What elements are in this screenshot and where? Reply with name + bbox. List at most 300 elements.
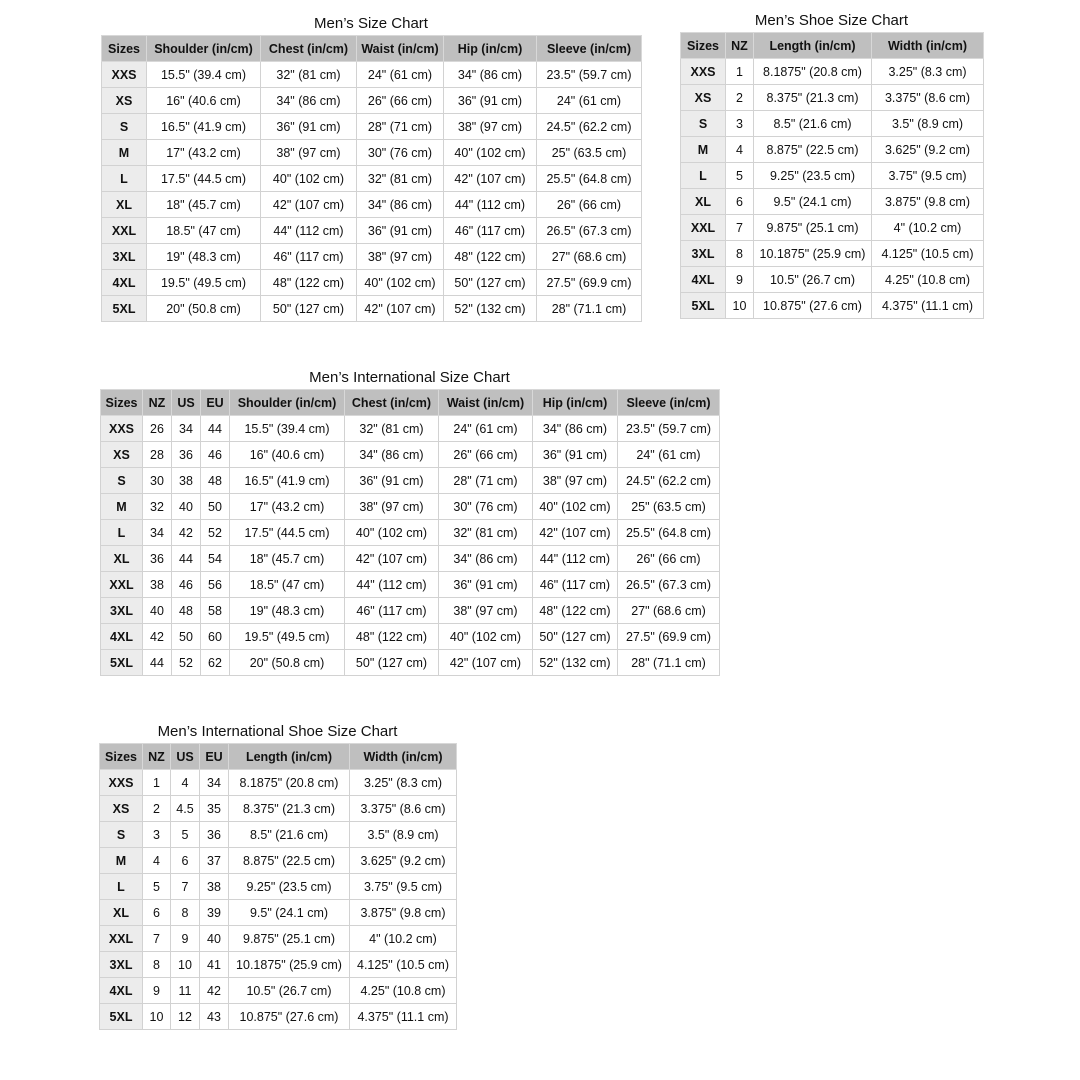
table-cell: 36 — [143, 546, 172, 572]
size-label-cell: 5XL — [100, 1004, 143, 1030]
table-row — [102, 62, 642, 88]
table-cell: 8.5" (21.6 cm) — [229, 822, 350, 848]
table-cell: 4 — [726, 137, 754, 163]
table-cell: 5 — [171, 822, 200, 848]
table-cell: 36" (91 cm) — [444, 88, 537, 114]
table-cell: 30" (76 cm) — [439, 494, 533, 520]
size-label-cell: XS — [101, 442, 143, 468]
column-header: Sizes — [101, 390, 143, 416]
column-header: NZ — [143, 744, 171, 770]
table-cell: 24.5" (62.2 cm) — [618, 468, 720, 494]
column-header: US — [172, 390, 201, 416]
table-cell: 8 — [171, 900, 200, 926]
table-cell: 58 — [201, 598, 230, 624]
table-cell: 34" (86 cm) — [533, 416, 618, 442]
size-label-cell: M — [681, 137, 726, 163]
table-cell: 34 — [143, 520, 172, 546]
table-cell: 19" (48.3 cm) — [230, 598, 345, 624]
size-label-cell: XL — [681, 189, 726, 215]
table-cell: 35 — [200, 796, 229, 822]
table-cell: 10.875" (27.6 cm) — [754, 293, 872, 319]
table-cell: 4.5 — [171, 796, 200, 822]
table-cell: 52 — [172, 650, 201, 676]
column-header: Length (in/cm) — [229, 744, 350, 770]
table-cell: 8 — [726, 241, 754, 267]
table-row — [681, 163, 984, 189]
size-label-cell: S — [681, 111, 726, 137]
table-cell: 3.25" (8.3 cm) — [872, 59, 984, 85]
table-cell: 32" (81 cm) — [439, 520, 533, 546]
column-header: Shoulder (in/cm) — [147, 36, 261, 62]
table-cell: 48" (122 cm) — [444, 244, 537, 270]
table-cell: 50" (127 cm) — [345, 650, 439, 676]
table-cell: 10.1875" (25.9 cm) — [754, 241, 872, 267]
table-cell: 18.5" (47 cm) — [230, 572, 345, 598]
table-cell: 46" (117 cm) — [345, 598, 439, 624]
size-label-cell: XS — [102, 88, 147, 114]
column-header: Sizes — [681, 33, 726, 59]
table-cell: 18" (45.7 cm) — [230, 546, 345, 572]
table-cell: 19" (48.3 cm) — [147, 244, 261, 270]
table-cell: 9.5" (24.1 cm) — [754, 189, 872, 215]
table-cell: 41 — [200, 952, 229, 978]
table-cell: 25" (63.5 cm) — [537, 140, 642, 166]
column-header: US — [171, 744, 200, 770]
size-label-cell: XXL — [102, 218, 147, 244]
table-cell: 4 — [143, 848, 171, 874]
column-header: Sleeve (in/cm) — [537, 36, 642, 62]
table-cell: 44 — [172, 546, 201, 572]
table-cell: 40 — [143, 598, 172, 624]
table-cell: 50" (127 cm) — [444, 270, 537, 296]
table-cell: 46" (117 cm) — [533, 572, 618, 598]
table-cell: 4.125" (10.5 cm) — [872, 241, 984, 267]
table-cell: 34" (86 cm) — [439, 546, 533, 572]
size-label-cell: 4XL — [101, 624, 143, 650]
table-cell: 44" (112 cm) — [444, 192, 537, 218]
table-cell: 17.5" (44.5 cm) — [147, 166, 261, 192]
table-cell: 32" (81 cm) — [261, 62, 357, 88]
table-row — [101, 598, 720, 624]
table-cell: 48" (122 cm) — [345, 624, 439, 650]
table-cell: 27.5" (69.9 cm) — [537, 270, 642, 296]
table-cell: 48 — [201, 468, 230, 494]
table-cell: 26" (66 cm) — [537, 192, 642, 218]
table-row — [101, 650, 720, 676]
intl-shoe-chart-block — [99, 721, 457, 1030]
size-label-cell: 5XL — [102, 296, 147, 322]
table-row — [100, 822, 457, 848]
table-cell: 32 — [143, 494, 172, 520]
column-header: NZ — [726, 33, 754, 59]
column-header: Sizes — [100, 744, 143, 770]
table-cell: 9 — [171, 926, 200, 952]
table-row — [100, 874, 457, 900]
table-row — [101, 572, 720, 598]
size-label-cell: L — [681, 163, 726, 189]
column-header: Hip (in/cm) — [533, 390, 618, 416]
size-label-cell: 3XL — [101, 598, 143, 624]
column-header: Hip (in/cm) — [444, 36, 537, 62]
table-cell: 50 — [201, 494, 230, 520]
table-row — [681, 59, 984, 85]
table-cell: 10 — [143, 1004, 171, 1030]
column-header: Width (in/cm) — [872, 33, 984, 59]
table-cell: 44 — [143, 650, 172, 676]
table-cell: 17" (43.2 cm) — [230, 494, 345, 520]
table-cell: 3 — [143, 822, 171, 848]
table-cell: 40" (102 cm) — [261, 166, 357, 192]
table-cell: 16.5" (41.9 cm) — [147, 114, 261, 140]
table-cell: 50 — [172, 624, 201, 650]
table-cell: 3.5" (8.9 cm) — [872, 111, 984, 137]
shoe-chart-title: Men’s Shoe Size Chart — [754, 12, 909, 29]
table-cell: 36" (91 cm) — [357, 218, 444, 244]
table-cell: 3.625" (9.2 cm) — [350, 848, 457, 874]
table-cell: 9.875" (25.1 cm) — [229, 926, 350, 952]
table-cell: 18.5" (47 cm) — [147, 218, 261, 244]
table-cell: 27" (68.6 cm) — [537, 244, 642, 270]
table-cell: 38" (97 cm) — [533, 468, 618, 494]
column-header: Width (in/cm) — [350, 744, 457, 770]
intl-size-chart-block — [100, 367, 720, 676]
table-cell: 28" (71.1 cm) — [618, 650, 720, 676]
table-row — [102, 244, 642, 270]
table-cell: 4.375" (11.1 cm) — [872, 293, 984, 319]
table-row — [101, 416, 720, 442]
table-cell: 24" (61 cm) — [439, 416, 533, 442]
column-header: Chest (in/cm) — [345, 390, 439, 416]
table-row — [681, 267, 984, 293]
table-cell: 40 — [200, 926, 229, 952]
size-label-cell: 5XL — [681, 293, 726, 319]
table-cell: 4.25" (10.8 cm) — [872, 267, 984, 293]
table-cell: 56 — [201, 572, 230, 598]
size-label-cell: 3XL — [102, 244, 147, 270]
size-label-cell: S — [102, 114, 147, 140]
table-cell: 19.5" (49.5 cm) — [230, 624, 345, 650]
table-row — [101, 624, 720, 650]
table-cell: 44" (112 cm) — [261, 218, 357, 244]
table-cell: 8.875" (22.5 cm) — [229, 848, 350, 874]
table-cell: 10 — [726, 293, 754, 319]
table-row — [101, 468, 720, 494]
table-cell: 40 — [172, 494, 201, 520]
table-cell: 10 — [171, 952, 200, 978]
size-label-cell: 3XL — [100, 952, 143, 978]
table-cell: 9.25" (23.5 cm) — [754, 163, 872, 189]
size-chart-title: Men’s Size Chart — [314, 15, 428, 32]
table-cell: 10.5" (26.7 cm) — [754, 267, 872, 293]
table-cell: 39 — [200, 900, 229, 926]
table-cell: 38 — [143, 572, 172, 598]
table-cell: 3.375" (8.6 cm) — [872, 85, 984, 111]
table-cell: 36 — [172, 442, 201, 468]
table-cell: 48" (122 cm) — [261, 270, 357, 296]
size-label-cell: XXS — [101, 416, 143, 442]
column-header: Length (in/cm) — [754, 33, 872, 59]
size-chart-table — [101, 35, 642, 322]
table-cell: 42" (107 cm) — [345, 546, 439, 572]
size-label-cell: 3XL — [681, 241, 726, 267]
table-cell: 5 — [726, 163, 754, 189]
size-label-cell: XS — [681, 85, 726, 111]
table-cell: 52" (132 cm) — [533, 650, 618, 676]
table-cell: 42" (107 cm) — [357, 296, 444, 322]
size-chart-block — [101, 13, 642, 322]
table-row — [100, 770, 457, 796]
table-cell: 23.5" (59.7 cm) — [537, 62, 642, 88]
table-cell: 37 — [200, 848, 229, 874]
table-cell: 10.1875" (25.9 cm) — [229, 952, 350, 978]
table-cell: 2 — [726, 85, 754, 111]
table-cell: 9 — [726, 267, 754, 293]
table-cell: 26" (66 cm) — [357, 88, 444, 114]
table-cell: 36" (91 cm) — [261, 114, 357, 140]
size-label-cell: L — [102, 166, 147, 192]
table-cell: 36" (91 cm) — [345, 468, 439, 494]
table-cell: 34 — [200, 770, 229, 796]
table-cell: 24" (61 cm) — [537, 88, 642, 114]
table-cell: 24.5" (62.2 cm) — [537, 114, 642, 140]
size-label-cell: S — [101, 468, 143, 494]
table-row — [101, 520, 720, 546]
size-label-cell: M — [102, 140, 147, 166]
size-label-cell: 4XL — [681, 267, 726, 293]
intl-size-chart-title: Men’s International Size Chart — [309, 369, 510, 386]
table-cell: 6 — [143, 900, 171, 926]
table-cell: 38 — [200, 874, 229, 900]
table-cell: 17.5" (44.5 cm) — [230, 520, 345, 546]
size-label-cell: XL — [102, 192, 147, 218]
table-cell: 28" (71.1 cm) — [537, 296, 642, 322]
table-cell: 12 — [171, 1004, 200, 1030]
table-cell: 54 — [201, 546, 230, 572]
table-cell: 2 — [143, 796, 171, 822]
table-cell: 25.5" (64.8 cm) — [537, 166, 642, 192]
table-cell: 4 — [171, 770, 200, 796]
table-cell: 4" (10.2 cm) — [350, 926, 457, 952]
table-cell: 8.1875" (20.8 cm) — [229, 770, 350, 796]
table-cell: 46" (117 cm) — [261, 244, 357, 270]
intl-shoe-chart-title: Men’s International Shoe Size Chart — [157, 723, 398, 740]
table-cell: 36 — [200, 822, 229, 848]
table-cell: 30 — [143, 468, 172, 494]
table-cell: 9.5" (24.1 cm) — [229, 900, 350, 926]
header-row — [681, 33, 984, 59]
table-cell: 24" (61 cm) — [618, 442, 720, 468]
table-cell: 4.25" (10.8 cm) — [350, 978, 457, 1004]
column-header: Chest (in/cm) — [261, 36, 357, 62]
table-cell: 16" (40.6 cm) — [147, 88, 261, 114]
table-cell: 20" (50.8 cm) — [147, 296, 261, 322]
table-row — [100, 900, 457, 926]
table-cell: 7 — [726, 215, 754, 241]
size-label-cell: L — [100, 874, 143, 900]
table-cell: 42" (107 cm) — [439, 650, 533, 676]
table-row — [100, 796, 457, 822]
table-row — [681, 215, 984, 241]
column-header: EU — [200, 744, 229, 770]
table-cell: 16.5" (41.9 cm) — [230, 468, 345, 494]
table-cell: 42 — [172, 520, 201, 546]
intl-shoe-chart-table — [99, 743, 457, 1030]
table-cell: 40" (102 cm) — [345, 520, 439, 546]
size-label-cell: 5XL — [101, 650, 143, 676]
column-header: Sizes — [102, 36, 147, 62]
table-cell: 28" (71 cm) — [439, 468, 533, 494]
column-header: EU — [201, 390, 230, 416]
size-label-cell: M — [100, 848, 143, 874]
shoe-chart-table — [680, 32, 984, 319]
table-cell: 50" (127 cm) — [261, 296, 357, 322]
table-cell: 26.5" (67.3 cm) — [537, 218, 642, 244]
table-cell: 25.5" (64.8 cm) — [618, 520, 720, 546]
table-cell: 3.75" (9.5 cm) — [872, 163, 984, 189]
table-row — [100, 848, 457, 874]
table-row — [101, 494, 720, 520]
table-row — [100, 978, 457, 1004]
table-cell: 6 — [171, 848, 200, 874]
table-row — [102, 192, 642, 218]
table-row — [681, 293, 984, 319]
table-cell: 40" (102 cm) — [357, 270, 444, 296]
table-cell: 26 — [143, 416, 172, 442]
table-cell: 8.1875" (20.8 cm) — [754, 59, 872, 85]
table-cell: 20" (50.8 cm) — [230, 650, 345, 676]
table-cell: 3.625" (9.2 cm) — [872, 137, 984, 163]
table-cell: 10.5" (26.7 cm) — [229, 978, 350, 1004]
header-row — [102, 36, 642, 62]
table-row — [102, 140, 642, 166]
table-cell: 27.5" (69.9 cm) — [618, 624, 720, 650]
size-label-cell: 4XL — [100, 978, 143, 1004]
size-label-cell: XXS — [102, 62, 147, 88]
table-cell: 38" (97 cm) — [439, 598, 533, 624]
size-label-cell: XXS — [100, 770, 143, 796]
intl-size-chart-table — [100, 389, 720, 676]
table-cell: 4.125" (10.5 cm) — [350, 952, 457, 978]
table-cell: 15.5" (39.4 cm) — [230, 416, 345, 442]
column-header: Waist (in/cm) — [357, 36, 444, 62]
table-cell: 38" (97 cm) — [444, 114, 537, 140]
table-cell: 34" (86 cm) — [357, 192, 444, 218]
table-cell: 46 — [201, 442, 230, 468]
size-label-cell: 4XL — [102, 270, 147, 296]
table-row — [681, 189, 984, 215]
table-cell: 9 — [143, 978, 171, 1004]
table-cell: 40" (102 cm) — [533, 494, 618, 520]
table-cell: 26" (66 cm) — [618, 546, 720, 572]
size-label-cell: XXS — [681, 59, 726, 85]
table-cell: 28" (71 cm) — [357, 114, 444, 140]
table-row — [100, 1004, 457, 1030]
table-cell: 30" (76 cm) — [357, 140, 444, 166]
table-cell: 11 — [171, 978, 200, 1004]
table-cell: 43 — [200, 1004, 229, 1030]
table-cell: 18" (45.7 cm) — [147, 192, 261, 218]
table-cell: 1 — [726, 59, 754, 85]
table-cell: 34 — [172, 416, 201, 442]
table-cell: 42" (107 cm) — [261, 192, 357, 218]
table-cell: 48" (122 cm) — [533, 598, 618, 624]
table-cell: 28 — [143, 442, 172, 468]
table-cell: 27" (68.6 cm) — [618, 598, 720, 624]
table-cell: 4" (10.2 cm) — [872, 215, 984, 241]
table-row — [102, 88, 642, 114]
table-row — [102, 270, 642, 296]
table-cell: 8.5" (21.6 cm) — [754, 111, 872, 137]
table-cell: 24" (61 cm) — [357, 62, 444, 88]
size-label-cell: XL — [101, 546, 143, 572]
header-row — [101, 390, 720, 416]
table-cell: 34" (86 cm) — [261, 88, 357, 114]
table-cell: 8.875" (22.5 cm) — [754, 137, 872, 163]
table-cell: 1 — [143, 770, 171, 796]
table-cell: 3 — [726, 111, 754, 137]
table-cell: 38 — [172, 468, 201, 494]
table-cell: 3.875" (9.8 cm) — [872, 189, 984, 215]
size-label-cell: S — [100, 822, 143, 848]
size-label-cell: M — [101, 494, 143, 520]
table-row — [101, 546, 720, 572]
size-label-cell: XL — [100, 900, 143, 926]
column-header: Shoulder (in/cm) — [230, 390, 345, 416]
size-label-cell: XS — [100, 796, 143, 822]
column-header: Waist (in/cm) — [439, 390, 533, 416]
table-cell: 42" (107 cm) — [533, 520, 618, 546]
table-cell: 19.5" (49.5 cm) — [147, 270, 261, 296]
table-cell: 38" (97 cm) — [357, 244, 444, 270]
table-cell: 40" (102 cm) — [444, 140, 537, 166]
table-cell: 3.75" (9.5 cm) — [350, 874, 457, 900]
table-cell: 46" (117 cm) — [444, 218, 537, 244]
table-cell: 3.25" (8.3 cm) — [350, 770, 457, 796]
column-header: Sleeve (in/cm) — [618, 390, 720, 416]
table-cell: 9.25" (23.5 cm) — [229, 874, 350, 900]
table-cell: 7 — [143, 926, 171, 952]
table-cell: 26" (66 cm) — [439, 442, 533, 468]
table-cell: 4.375" (11.1 cm) — [350, 1004, 457, 1030]
table-cell: 44 — [201, 416, 230, 442]
size-label-cell: XXL — [100, 926, 143, 952]
table-cell: 3.875" (9.8 cm) — [350, 900, 457, 926]
table-cell: 50" (127 cm) — [533, 624, 618, 650]
table-cell: 6 — [726, 189, 754, 215]
table-cell: 32" (81 cm) — [357, 166, 444, 192]
size-label-cell: XXL — [681, 215, 726, 241]
table-cell: 36" (91 cm) — [533, 442, 618, 468]
table-row — [100, 926, 457, 952]
table-cell: 8.375" (21.3 cm) — [229, 796, 350, 822]
table-cell: 16" (40.6 cm) — [230, 442, 345, 468]
table-cell: 17" (43.2 cm) — [147, 140, 261, 166]
table-cell: 7 — [171, 874, 200, 900]
table-cell: 42 — [200, 978, 229, 1004]
table-row — [681, 241, 984, 267]
table-cell: 48 — [172, 598, 201, 624]
table-cell: 42" (107 cm) — [444, 166, 537, 192]
table-cell: 8.375" (21.3 cm) — [754, 85, 872, 111]
table-cell: 44" (112 cm) — [533, 546, 618, 572]
table-cell: 62 — [201, 650, 230, 676]
table-cell: 34" (86 cm) — [444, 62, 537, 88]
table-cell: 42 — [143, 624, 172, 650]
table-cell: 38" (97 cm) — [345, 494, 439, 520]
table-cell: 32" (81 cm) — [345, 416, 439, 442]
table-cell: 5 — [143, 874, 171, 900]
table-cell: 9.875" (25.1 cm) — [754, 215, 872, 241]
